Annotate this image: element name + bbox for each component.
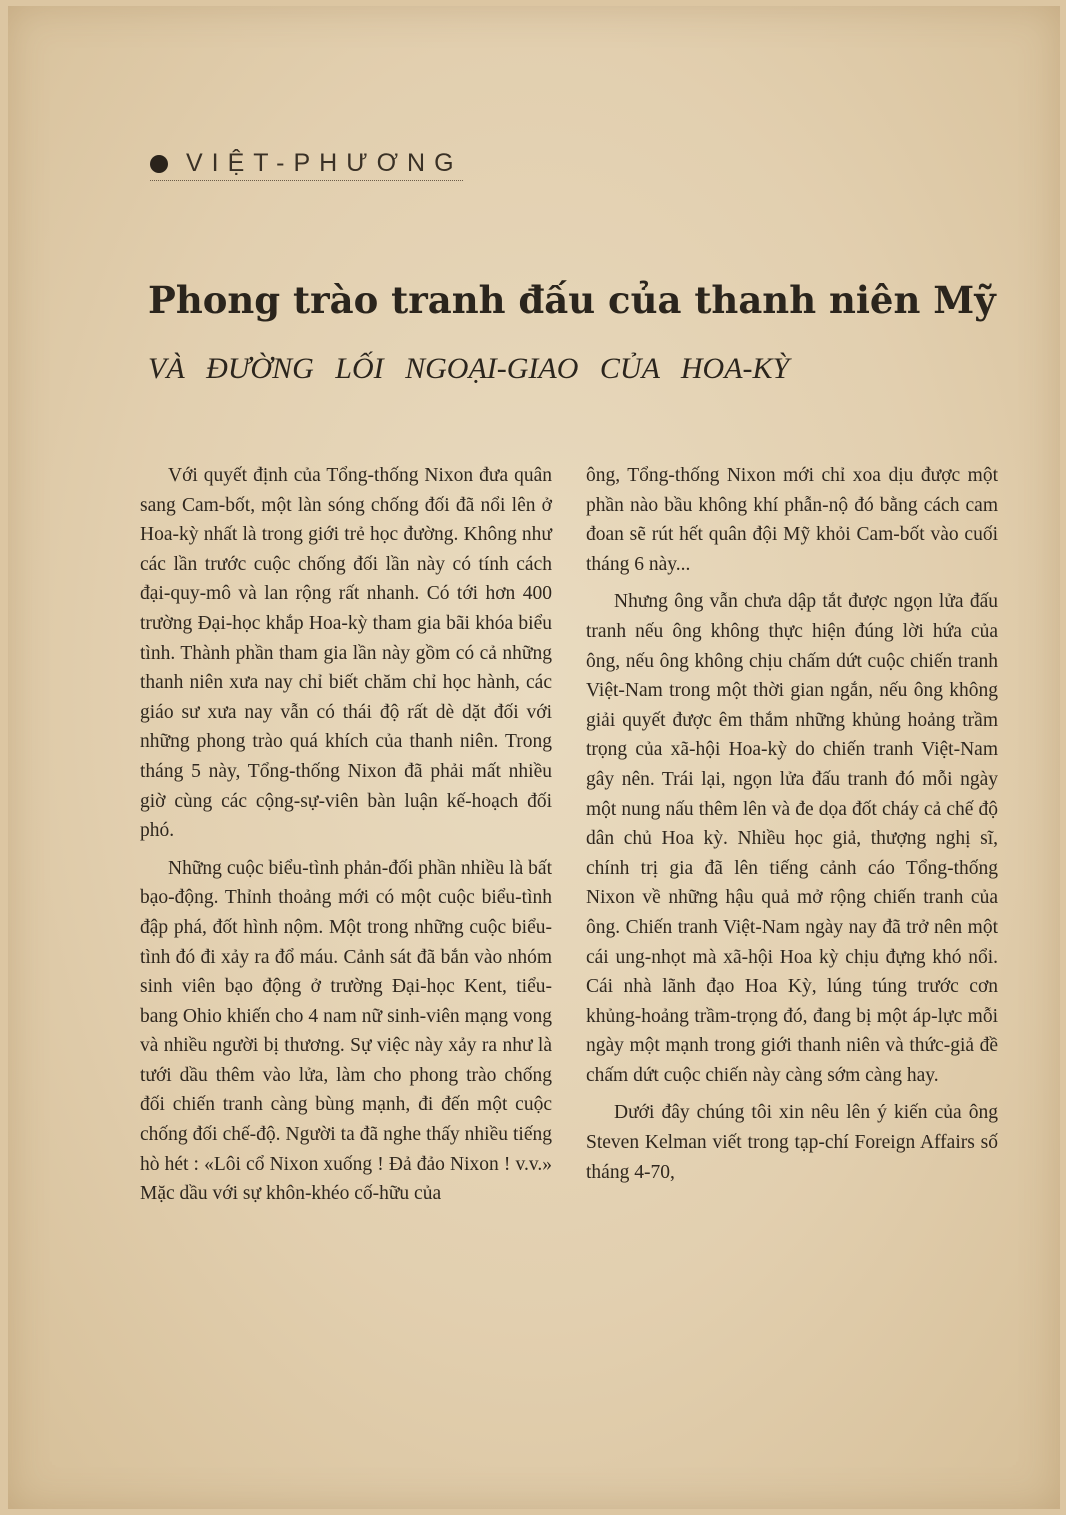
paragraph: Nhưng ông vẫn chưa dập tắt được ngọn lửa đấu tranh nếu ông không thực hiện đúng lời hứa của ông, nếu ông không chịu chấm dứt cuộc chiến tranh Việt-Nam trong một thời gian ngắn, nếu ông không giải quyết được êm thắm những khủng hoảng trầm trọng của xã-hội Hoa-kỳ do chiến tranh Việt-Nam gây nên. Trái lại, ngọn lửa đấu tranh đó mỗi ngày một nung nấu thêm lên và đe dọa đốt cháy cả chế độ dân chủ Hoa kỳ. Nhiều học giả, thượng nghị sĩ, chính trị gia đã lên tiếng cảnh cáo Tổng-thống Nixon về những hậu quả mở rộng chiến tranh của ông. Chiến tranh Việt-Nam ngày nay đã trở nên một cái ung-nhọt mà xã-hội Hoa kỳ chịu đựng khó nổi. Cái nhà lãnh đạo Hoa Kỳ, lúng túng trước cơn khủng-hoảng trầm-trọng đó, đang bị một áp-lực mỗi ngày một mạnh trong giới thanh niên và thức-giả đề chấm dứt cuộc chiến này càng sớm càng hay. (586, 591, 998, 1086)
paragraph: Những cuộc biểu-tình phản-đối phần nhiều là bất bạo-động. Thỉnh thoảng mới có một cuộc biểu-tình đập phá, đốt hình nộm. Một trong những cuộc biểu-tình đó đi xảy ra đổ máu. Cảnh sát đã bắn vào nhóm sinh viên bạo động ở trường Đại-học Kent, tiểu-bang Ohio khiến cho 4 nam nữ sinh-viên mạng vong và nhiều người bị thương. Sự việc này xảy ra như là tưới dầu thêm vào lửa, làm cho phong trào chống đối chiến tranh càng bùng mạnh, đi đến một cuộc chống đối chế-độ. Người ta đã nghe thấy nhiều tiếng hò hét : «Lôi cổ Nixon xuống ! Đả đảo Nixon ! v.v.» Mặc dầu với sự khôn-khéo cố-hữu của (140, 857, 552, 1205)
paragraph: ông, Tổng-thống Nixon mới chỉ xoa dịu được một phần nào bầu không khí phẫn-nộ đó bằng cách cam đoan sẽ rút hết quân đội Mỹ khỏi Cam-bốt vào cuối tháng 6 này... (586, 465, 998, 575)
author-byline (150, 149, 463, 181)
article-title: Phong trào tranh đấu của thanh niên Mỹ (148, 278, 996, 322)
right-column (586, 461, 998, 1195)
author-name: VIỆT-PHƯƠNG (186, 149, 463, 177)
magazine-page (8, 6, 1060, 1509)
left-column (140, 461, 552, 1217)
paragraph: Với quyết định của Tổng-thống Nixon đưa quân sang Cam-bốt, một làn sóng chống đối đã nổi lên ở Hoa-kỳ nhất là trong giới trẻ học đường. Không như các lần trước cuộc chống đối lần này có tính cách đại-quy-mô và lan rộng rất nhanh. Có tới hơn 400 trường Đại-học khắp Hoa-kỳ tham gia bãi khóa biểu tình. Thành phần tham gia lần này gồm có cả những thanh niên xưa nay chỉ biết chăm chỉ học hành, các giáo sư xưa nay vẫn có thái độ rất dè dặt đối với những phong trào quá khích của thanh niên. Trong tháng 5 này, Tổng-thống Nixon đã phải mất nhiều giờ cùng các cộng-sự-viên bàn luận kế-hoạch đối phó. (140, 465, 552, 842)
bullet-icon (150, 155, 168, 173)
paragraph: Dưới đây chúng tôi xin nêu lên ý kiến của ông Steven Kelman viết trong tạp-chí Foreign Affairs số tháng 4-70, (586, 1102, 998, 1183)
article-subtitle: VÀ ĐƯỜNG LỐI NGOẠI-GIAO CỦA HOA-KỲ (148, 352, 790, 385)
